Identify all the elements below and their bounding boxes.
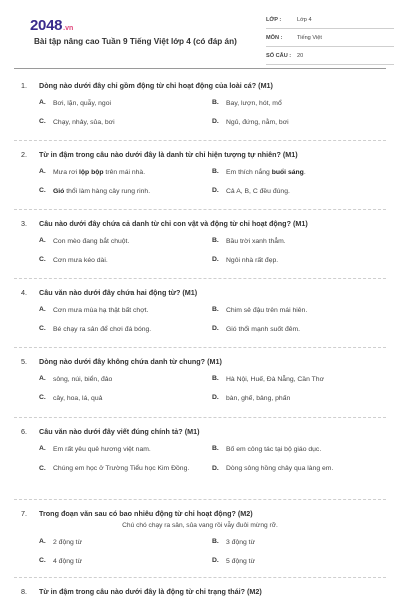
option-text: 3 động từ <box>226 539 256 546</box>
option-text: cây, hoa, lá, quả <box>53 394 103 402</box>
option-c[interactable] <box>39 325 212 335</box>
meta-row-count <box>266 47 394 65</box>
question-number: 6. <box>21 427 27 436</box>
question-number: 3. <box>21 219 27 228</box>
option-letter: A. <box>39 538 46 545</box>
option-text: Cơn mưa mùa hạ thật bất chợt. <box>53 307 149 314</box>
option-letter: B. <box>212 168 219 175</box>
option-d[interactable] <box>212 394 400 404</box>
option-text: Gió thổi mạnh suốt đêm. <box>226 325 301 333</box>
question-passage: Chú chó chạy ra sân, sủa vang rồi vẫy đuôi mừng rỡ. <box>122 522 278 529</box>
meta-table <box>266 11 394 65</box>
option-c[interactable] <box>39 256 212 266</box>
option-b[interactable] <box>212 237 400 247</box>
option-a[interactable] <box>39 375 212 385</box>
question-4 <box>14 279 386 348</box>
question-text: Câu nào dưới đây chứa cả danh từ chỉ con vật và động từ chỉ hoạt động? (M1) <box>39 219 308 228</box>
option-c[interactable] <box>39 118 212 128</box>
question-text: Từ in đậm trong câu nào dưới đây là danh từ chỉ hiện tượng tự nhiên? (M1) <box>39 150 298 159</box>
meta-row-subject <box>266 29 394 47</box>
question-text: Câu văn nào dưới đây chứa hai động từ? (M1) <box>39 288 198 297</box>
option-letter: B. <box>212 306 219 313</box>
option-d[interactable] <box>212 557 400 567</box>
option-text: Cơn mưa kéo dài. <box>53 256 108 264</box>
option-c[interactable] <box>39 464 212 474</box>
option-letter: D. <box>212 186 219 194</box>
document-title: Bài tập nâng cao Tuần 9 Tiếng Việt lớp 4 (có đáp án) <box>34 37 237 46</box>
option-letter: A. <box>39 99 46 106</box>
option-d[interactable] <box>212 464 400 474</box>
option-b[interactable] <box>212 168 400 178</box>
option-text: Hà Nội, Huế, Đà Nẵng, Cần Thơ <box>226 376 325 383</box>
option-b[interactable] <box>212 445 400 455</box>
option-text: sông, núi, biển, đảo <box>53 376 113 383</box>
question-number: 1. <box>21 81 27 90</box>
meta-row-grade <box>266 11 394 29</box>
option-text: Bố em công tác tại bộ giáo dục. <box>226 446 322 453</box>
option-letter: A. <box>39 168 46 175</box>
logo-domain-text: .vn <box>63 25 74 32</box>
question-text: Câu văn nào dưới đây viết đúng chính tả? (M1) <box>39 427 200 436</box>
meta-label: MÔN : <box>266 34 283 41</box>
logo-main-text: 2048 <box>30 17 63 34</box>
meta-value: Tiếng Việt <box>297 34 322 41</box>
option-letter: B. <box>212 99 219 106</box>
question-list <box>14 72 386 596</box>
question-text: Dòng nào dưới đây không chứa danh từ chung? (M1) <box>39 357 222 366</box>
option-b[interactable] <box>212 375 400 385</box>
option-text: Ngủ, đứng, nằm, bơi <box>226 118 289 126</box>
option-letter: B. <box>212 375 219 382</box>
question-5 <box>14 348 386 418</box>
page-header <box>14 0 386 66</box>
question-2 <box>14 141 386 210</box>
option-b[interactable] <box>212 99 400 109</box>
option-a[interactable] <box>39 237 212 247</box>
option-a[interactable] <box>39 168 212 178</box>
option-text: Con mèo đang bắt chuột. <box>53 238 130 245</box>
question-number: 4. <box>21 288 27 297</box>
option-text: Gió thổi làm hàng cây rung rinh. <box>53 187 151 195</box>
meta-value: 20 <box>297 52 304 59</box>
option-a[interactable] <box>39 445 212 455</box>
option-c[interactable] <box>39 187 212 197</box>
meta-label: LỚP : <box>266 16 282 23</box>
option-a[interactable] <box>39 99 212 109</box>
header-divider <box>14 68 386 69</box>
option-c[interactable] <box>39 557 212 567</box>
question-6 <box>14 418 386 500</box>
option-letter: C. <box>39 465 46 473</box>
question-text: Từ in đậm trong câu nào dưới đây là động từ chỉ trạng thái? (M2) <box>39 587 262 596</box>
option-text: Bé chạy ra sân để chơi đá bóng. <box>53 325 152 333</box>
option-letter: B. <box>212 237 219 244</box>
site-logo[interactable] <box>30 17 73 34</box>
option-text: Bay, lượn, hót, mổ <box>226 100 282 107</box>
question-3 <box>14 210 386 279</box>
question-text: Trong đoạn văn sau có bao nhiêu động từ chỉ hoạt động? (M2) <box>39 509 253 518</box>
question-number: 8. <box>21 587 27 596</box>
option-d[interactable] <box>212 256 400 266</box>
option-text: bàn, ghế, bảng, phấn <box>226 394 291 402</box>
option-a[interactable] <box>39 538 212 548</box>
option-text: Bơi, lặn, quẫy, ngoi <box>53 100 111 107</box>
option-letter: A. <box>39 375 46 382</box>
option-text: 2 động từ <box>53 539 83 546</box>
option-letter: C. <box>39 556 46 564</box>
option-text: Mưa rơi lộp bộp trên mái nhà. <box>53 169 146 176</box>
option-text: 5 động từ <box>226 557 256 565</box>
option-a[interactable] <box>39 306 212 316</box>
question-number: 2. <box>21 150 27 159</box>
option-letter: D. <box>212 393 219 401</box>
option-letter: C. <box>39 186 46 194</box>
option-letter: C. <box>39 255 46 263</box>
question-7 <box>14 500 386 578</box>
option-d[interactable] <box>212 118 400 128</box>
meta-label: SỐ CÂU : <box>266 52 292 59</box>
option-letter: A. <box>39 306 46 313</box>
option-letter: D. <box>212 255 219 263</box>
option-text: Ngôi nhà rất đẹp. <box>226 256 279 264</box>
question-text: Dòng nào dưới đây chỉ gồm động từ chỉ hoạt động của loài cá? (M1) <box>39 81 273 90</box>
option-text: Chim sẻ đậu trên mái hiên. <box>226 307 308 314</box>
option-letter: B. <box>212 445 219 452</box>
option-letter: B. <box>212 538 219 545</box>
option-text: Bầu trời xanh thẳm. <box>226 238 286 245</box>
option-c[interactable] <box>39 394 212 404</box>
option-b[interactable] <box>212 306 400 316</box>
meta-value: Lớp 4 <box>297 16 312 23</box>
option-letter: D. <box>212 465 219 473</box>
question-number: 7. <box>21 509 27 518</box>
option-text: Dòng sông hồng chảy qua làng em. <box>226 464 334 472</box>
option-text: Cả A, B, C đều đúng. <box>226 187 290 195</box>
question-number: 5. <box>21 357 27 366</box>
option-text: Chạy, nhảy, sủa, bơi <box>53 118 115 126</box>
option-letter: A. <box>39 445 46 452</box>
option-d[interactable] <box>212 325 400 335</box>
question-1 <box>14 72 386 141</box>
option-d[interactable] <box>212 187 400 197</box>
option-letter: D. <box>212 324 219 332</box>
option-text: Chúng em học ở Trường Tiểu học Kim Đồng. <box>53 464 190 472</box>
option-letter: C. <box>39 393 46 401</box>
option-text: Em thích nắng buổi sáng. <box>226 169 306 176</box>
option-text: Em rất yêu quê hương việt nam. <box>53 446 151 453</box>
option-text: 4 động từ <box>53 557 83 565</box>
question-8 <box>14 578 386 596</box>
option-letter: C. <box>39 117 46 125</box>
option-letter: D. <box>212 556 219 564</box>
option-letter: C. <box>39 324 46 332</box>
option-letter: D. <box>212 117 219 125</box>
option-b[interactable] <box>212 538 400 548</box>
option-letter: A. <box>39 237 46 244</box>
